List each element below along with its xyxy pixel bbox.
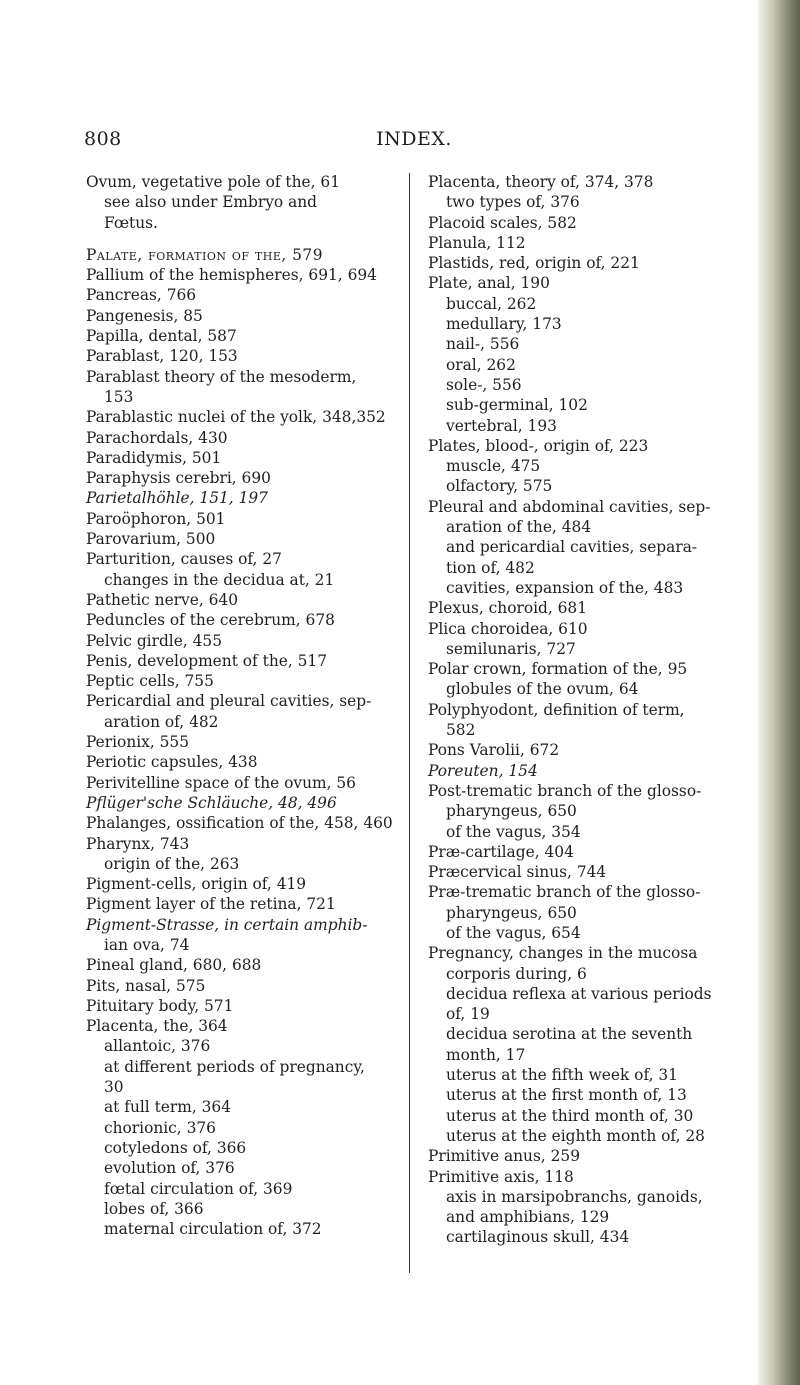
page-edge-shadow xyxy=(758,0,800,1385)
index-column-left xyxy=(86,172,398,1239)
index-entry: Pelvic girdle, 455 xyxy=(86,631,222,650)
index-subentry: vertebral, 193 xyxy=(446,416,557,435)
index-subentry: sole-, 556 xyxy=(446,375,522,394)
index-entry: Penis, development of the, 517 xyxy=(86,651,328,670)
index-entry: Polar crown, formation of the, 95 xyxy=(428,660,688,679)
index-entry: Parietalhöhle, 151, 197 xyxy=(86,489,268,508)
index-entry: Pigment layer of the retina, 721 xyxy=(86,895,336,914)
index-entry: Paradidymis, 501 xyxy=(86,448,222,467)
index-subentry: nail-, 556 xyxy=(446,335,520,354)
index-entry: Peptic cells, 755 xyxy=(86,672,214,691)
index-entry: Pregnancy, changes in the mucosa xyxy=(428,944,698,963)
index-entry: Placoid scales, 582 xyxy=(428,213,577,232)
index-entry: Pflüger'sche Schläuche, 48, 496 xyxy=(86,793,337,812)
index-entry: Præ-trematic branch of the glosso- xyxy=(428,883,701,902)
index-entry: Parablast, 120, 153 xyxy=(86,347,238,366)
index-entry: Pangenesis, 85 xyxy=(86,306,203,325)
index-subentry: of the vagus, 654 xyxy=(446,923,581,942)
index-subentry: and amphibians, 129 xyxy=(446,1208,610,1227)
index-entry: Paroöphoron, 501 xyxy=(86,509,226,528)
index-subentry: decidua reflexa at various periods xyxy=(446,984,712,1003)
index-subentry: chorionic, 376 xyxy=(104,1118,216,1137)
index-subentry: pharyngeus, 650 xyxy=(446,903,577,922)
index-entry: Palate, formation of the, 579 xyxy=(86,245,324,264)
index-subentry: ian ova, 74 xyxy=(104,935,190,954)
index-subentry: origin of the, 263 xyxy=(104,854,240,873)
index-subentry: cartilaginous skull, 434 xyxy=(446,1228,630,1247)
index-entry: Papilla, dental, 587 xyxy=(86,327,237,346)
index-entry: Pericardial and pleural cavities, sep- xyxy=(86,692,372,711)
index-column-right xyxy=(428,172,754,1248)
index-subentry: changes in the decidua at, 21 xyxy=(104,570,335,589)
index-subentry: uterus at the first month of, 13 xyxy=(446,1086,687,1105)
index-subentry: lobes of, 366 xyxy=(104,1199,204,1218)
index-entry: Pleural and abdominal cavities, sep- xyxy=(428,497,711,516)
index-entry: Paraphysis cerebri, 690 xyxy=(86,469,271,488)
index-subentry: axis in marsipobranchs, ganoids, xyxy=(446,1187,703,1206)
index-entry: Planula, 112 xyxy=(428,233,526,252)
entry-spacer xyxy=(86,233,398,245)
index-entry: Parovarium, 500 xyxy=(86,530,216,549)
index-entry: Parturition, causes of, 27 xyxy=(86,550,282,569)
index-subentry: maternal circulation of, 372 xyxy=(104,1220,322,1239)
column-divider xyxy=(409,173,410,1273)
index-entry: Pallium of the hemispheres, 691, 694 xyxy=(86,266,377,285)
index-entry: Phalanges, ossification of the, 458, 460 xyxy=(86,814,393,833)
index-subentry: allantoic, 376 xyxy=(104,1037,211,1056)
index-subentry: aration of the, 484 xyxy=(446,518,592,537)
index-subentry: semilunaris, 727 xyxy=(446,639,576,658)
index-entry: Plexus, choroid, 681 xyxy=(428,599,588,618)
page-header xyxy=(84,128,744,152)
index-entry: Primitive anus, 259 xyxy=(428,1147,581,1166)
index-subentry: uterus at the fifth week of, 31 xyxy=(446,1066,678,1085)
index-subentry: two types of, 376 xyxy=(446,193,580,212)
index-subentry: aration of, 482 xyxy=(104,712,219,731)
page-number: 808 xyxy=(84,128,122,150)
index-subentry: of the vagus, 354 xyxy=(446,822,581,841)
index-entry: Pigment-Strasse, in certain amphib- xyxy=(86,915,368,934)
index-subentry: cavities, expansion of the, 483 xyxy=(446,578,684,597)
index-entry: Pancreas, 766 xyxy=(86,286,197,305)
index-entry: Polyphyodont, definition of term, xyxy=(428,700,685,719)
index-subentry: medullary, 173 xyxy=(446,315,562,334)
index-entry: Pits, nasal, 575 xyxy=(86,976,206,995)
index-subentry: 153 xyxy=(104,387,134,406)
index-subentry: Fœtus. xyxy=(104,213,158,232)
index-entry: Perionix, 555 xyxy=(86,733,189,752)
index-subentry: of, 19 xyxy=(446,1005,490,1024)
index-subentry: olfactory, 575 xyxy=(446,477,553,496)
index-subentry: at full term, 364 xyxy=(104,1098,232,1117)
index-subentry: sub-germinal, 102 xyxy=(446,396,588,415)
index-entry: Parachordals, 430 xyxy=(86,428,228,447)
index-subentry: corporis during, 6 xyxy=(446,964,587,983)
index-entry: Præcervical sinus, 744 xyxy=(428,863,607,882)
index-entry: Poreuten, 154 xyxy=(428,761,538,780)
index-entry: Periotic capsules, 438 xyxy=(86,753,258,772)
index-entry: Plastids, red, origin of, 221 xyxy=(428,254,640,273)
index-entry: Post-trematic branch of the glosso- xyxy=(428,781,702,800)
index-entry: Perivitelline space of the ovum, 56 xyxy=(86,773,356,792)
index-entry: Pigment-cells, origin of, 419 xyxy=(86,875,307,894)
index-subentry: 30 xyxy=(104,1078,124,1097)
index-subentry: see also under Embryo and xyxy=(104,193,318,212)
index-subentry: evolution of, 376 xyxy=(104,1159,235,1178)
index-subentry: buccal, 262 xyxy=(446,294,537,313)
index-entry: Pons Varolii, 672 xyxy=(428,741,560,760)
index-subentry: oral, 262 xyxy=(446,355,516,374)
index-entry: Parablastic nuclei of the yolk, 348,352 xyxy=(86,408,386,427)
index-entry: Peduncles of the cerebrum, 678 xyxy=(86,611,335,630)
index-subentry: decidua serotina at the seventh xyxy=(446,1025,693,1044)
index-entry: Placenta, the, 364 xyxy=(86,1017,228,1036)
index-entry: Parablast theory of the mesoderm, xyxy=(86,367,357,386)
index-subentry: tion of, 482 xyxy=(446,558,535,577)
index-subentry: pharyngeus, 650 xyxy=(446,802,577,821)
index-subentry: uterus at the eighth month of, 28 xyxy=(446,1126,705,1145)
index-entry: Pituitary body, 571 xyxy=(86,996,234,1015)
index-subentry: cotyledons of, 366 xyxy=(104,1138,247,1157)
index-entry: Pathetic nerve, 640 xyxy=(86,590,239,609)
index-subentry: month, 17 xyxy=(446,1045,526,1064)
index-subentry: and pericardial cavities, separa- xyxy=(446,538,698,557)
index-subentry: at different periods of pregnancy, xyxy=(104,1057,365,1076)
index-entry: Primitive axis, 118 xyxy=(428,1167,574,1186)
index-entry: Plate, anal, 190 xyxy=(428,274,550,293)
index-entry: Plica choroidea, 610 xyxy=(428,619,588,638)
index-entry: Ovum, vegetative pole of the, 61 xyxy=(86,173,340,191)
index-subentry: fœtal circulation of, 369 xyxy=(104,1179,293,1198)
index-subentry: muscle, 475 xyxy=(446,457,541,476)
index-entry: Præ-cartilage, 404 xyxy=(428,842,574,861)
running-title: INDEX. xyxy=(376,128,452,150)
index-entry: Placenta, theory of, 374, 378 xyxy=(428,173,654,191)
index-entry: Plates, blood-, origin of, 223 xyxy=(428,436,649,455)
index-subentry: uterus at the third month of, 30 xyxy=(446,1106,694,1125)
index-subentry: globules of the ovum, 64 xyxy=(446,680,639,699)
index-subentry: 582 xyxy=(446,721,476,740)
index-entry: Pharynx, 743 xyxy=(86,834,190,853)
index-entry: Pineal gland, 680, 688 xyxy=(86,956,262,975)
